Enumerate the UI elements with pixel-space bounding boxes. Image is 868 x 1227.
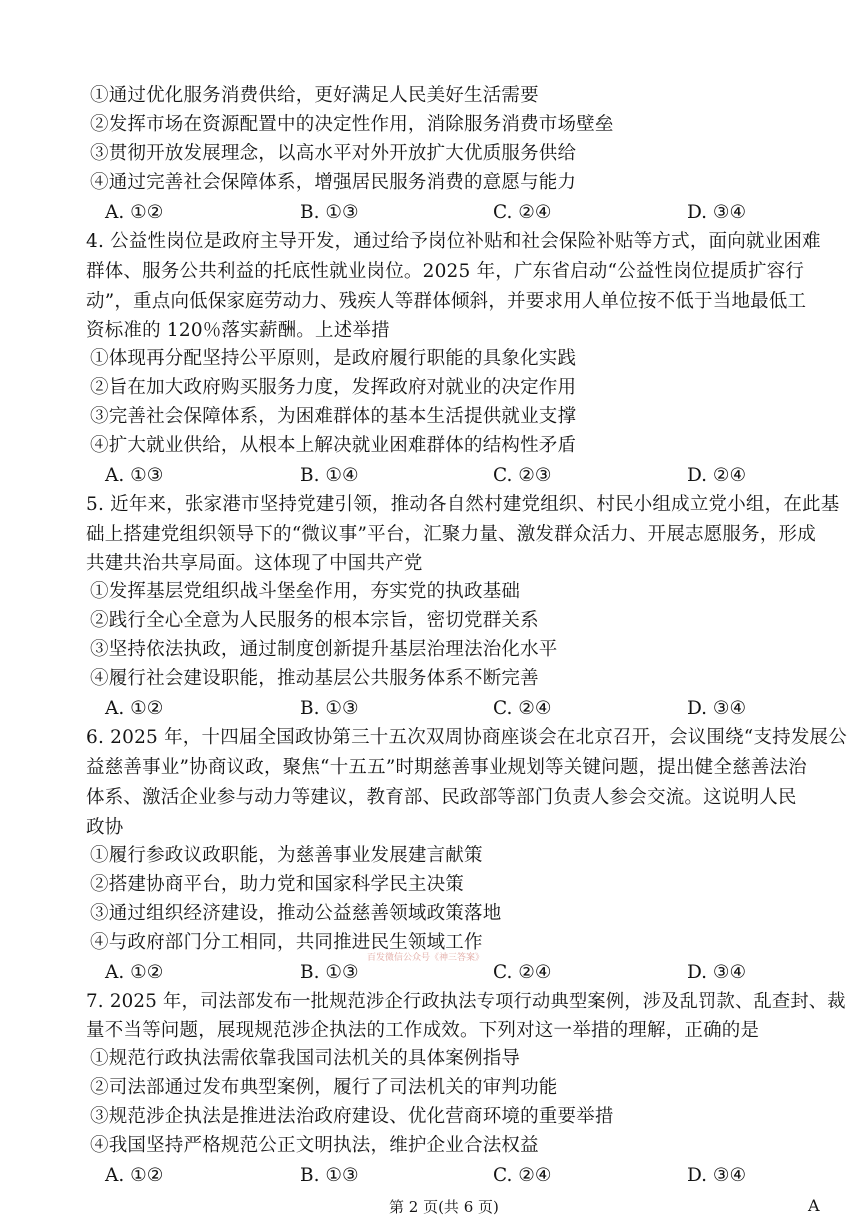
q7-choices xyxy=(0,1164,868,1188)
q4-stem-line-1: 4. 公益性岗位是政府主导开发，通过给予岗位补贴和社会保险补贴等方式，面向就业困难 xyxy=(86,231,821,252)
q4-option-2: ②旨在加大政府购买服务力度，发挥政府对就业的决定作用 xyxy=(90,377,577,398)
q5-option-1: ①发挥基层党组织战斗堡垒作用，夯实党的执政基础 xyxy=(90,581,521,602)
q5-stem-line-2: 础上搭建党组织领导下的“微议事”平台，汇聚力量、激发群众活力、开展志愿服务，形成 xyxy=(86,524,816,545)
q6-choice-c: C. ②④ xyxy=(493,962,552,983)
q4-option-1: ①体现再分配坚持公平原则，是政府履行职能的具象化实践 xyxy=(90,348,577,369)
q5-option-3: ③坚持依法执政，通过制度创新提升基层治理法治化水平 xyxy=(90,639,558,660)
q3-choice-c: C. ②④ xyxy=(493,202,552,223)
q3-option-3: ③贯彻开放发展理念，以高水平对外开放扩大优质服务供给 xyxy=(90,143,577,164)
q7-option-3: ③规范涉企执法是推进法治政府建设、优化营商环境的重要举措 xyxy=(90,1106,614,1127)
q6-option-3: ③通过组织经济建设，推动公益慈善领域政策落地 xyxy=(90,903,502,924)
page-number: 第 2 页(共 6 页) xyxy=(389,1198,499,1216)
q7-choice-c: C. ②④ xyxy=(493,1165,552,1186)
q6-option-4: ④与政府部门分工相同，共同推进民生领域工作 xyxy=(90,932,483,953)
q4-choice-a: A. ①③ xyxy=(105,465,164,486)
q5-stem-line-1: 5. 近年来，张家港市坚持党建引领，推动各自然村建党组织、村民小组成立党小组，在此基 xyxy=(86,494,840,515)
q7-stem-line-2: 量不当等问题，展现规范涉企执法的工作成效。下列对这一举措的理解，正确的是 xyxy=(86,1020,760,1041)
q3-option-4: ④通过完善社会保障体系，增强居民服务消费的意愿与能力 xyxy=(90,172,577,193)
q4-choices xyxy=(0,464,868,488)
q7-choice-a: A. ①② xyxy=(105,1165,164,1186)
q3-choice-d: D. ③④ xyxy=(687,202,747,223)
q7-option-1: ①规范行政执法需依靠我国司法机关的具体案例指导 xyxy=(90,1048,521,1069)
q4-stem-line-3: 动”，重点向低保家庭劳动力、残疾人等群体倾斜，并要求用人单位按不低于当地最低工 xyxy=(86,291,807,312)
q6-choice-a: A. ①② xyxy=(105,962,164,983)
q6-choice-b: B. ①③ xyxy=(300,962,359,983)
q7-choice-d: D. ③④ xyxy=(687,1165,747,1186)
q5-option-4: ④履行社会建设职能，推动基层公共服务体系不断完善 xyxy=(90,668,539,689)
q4-choice-b: B. ①④ xyxy=(300,465,359,486)
q4-option-3: ③完善社会保障体系，为困难群体的基本生活提供就业支撑 xyxy=(90,406,577,427)
q7-stem-line-1: 7. 2025 年，司法部发布一批规范涉企行政执法专项行动典型案例，涉及乱罚款、乱查封、裁 xyxy=(86,991,846,1012)
q5-choice-b: B. ①③ xyxy=(300,698,359,719)
q3-option-2: ②发挥市场在资源配置中的决定性作用，消除服务消费市场壁垒 xyxy=(90,114,614,135)
q3-choice-a: A. ①② xyxy=(105,202,164,223)
q5-choice-c: C. ②④ xyxy=(493,698,552,719)
q5-stem-line-3: 共建共治共享局面。这体现了中国共产党 xyxy=(86,553,423,574)
q6-stem-line-3: 体系、激活企业参与动力等建议，教育部、民政部等部门负责人参会交流。这说明人民 xyxy=(86,787,797,808)
q4-choice-c: C. ②③ xyxy=(493,465,552,486)
q4-stem-line-4: 资标准的 120％落实薪酬。上述举措 xyxy=(86,320,390,341)
q6-option-2: ②搭建协商平台，助力党和国家科学民主决策 xyxy=(90,874,465,895)
q6-stem-line-2: 益慈善事业”协商议政，聚焦“十五五”时期慈善事业规划等关键问题，提出健全慈善法治 xyxy=(86,757,807,778)
q6-stem-line-4: 政协 xyxy=(86,817,124,838)
q3-choices xyxy=(0,201,868,225)
q6-stem-line-1: 6. 2025 年，十四届全国政协第三十五次双周协商座谈会在北京召开，会议围绕“支持发展公 xyxy=(86,727,847,748)
q6-choice-d: D. ③④ xyxy=(687,962,747,983)
q7-option-2: ②司法部通过发布典型案例，履行了司法机关的审判功能 xyxy=(90,1077,558,1098)
q7-choice-b: B. ①③ xyxy=(300,1165,359,1186)
q3-choice-b: B. ①③ xyxy=(300,202,359,223)
q5-choices xyxy=(0,697,868,721)
q4-option-4: ④扩大就业供给，从根本上解决就业困难群体的结构性矛盾 xyxy=(90,435,577,456)
q4-choice-d: D. ②④ xyxy=(687,465,747,486)
q6-choices xyxy=(0,961,868,985)
q6-option-1: ①履行参政议政职能，为慈善事业发展建言献策 xyxy=(90,845,483,866)
q5-choice-a: A. ①② xyxy=(105,698,164,719)
q5-option-2: ②践行全心全意为人民服务的根本宗旨，密切党群关系 xyxy=(90,610,539,631)
q4-stem-line-2: 群体、服务公共利益的托底性就业岗位。2025 年，广东省启动“公益性岗位提质扩容行 xyxy=(86,261,805,282)
paper-version: A xyxy=(808,1196,820,1215)
q3-option-1: ①通过优化服务消费供给，更好满足人民美好生活需要 xyxy=(90,85,539,106)
q5-choice-d: D. ③④ xyxy=(687,698,747,719)
q7-option-4: ④我国坚持严格规范公正文明执法，维护企业合法权益 xyxy=(90,1135,539,1156)
watermark-text: 百发微信公众号《神三答案》 xyxy=(367,953,485,963)
